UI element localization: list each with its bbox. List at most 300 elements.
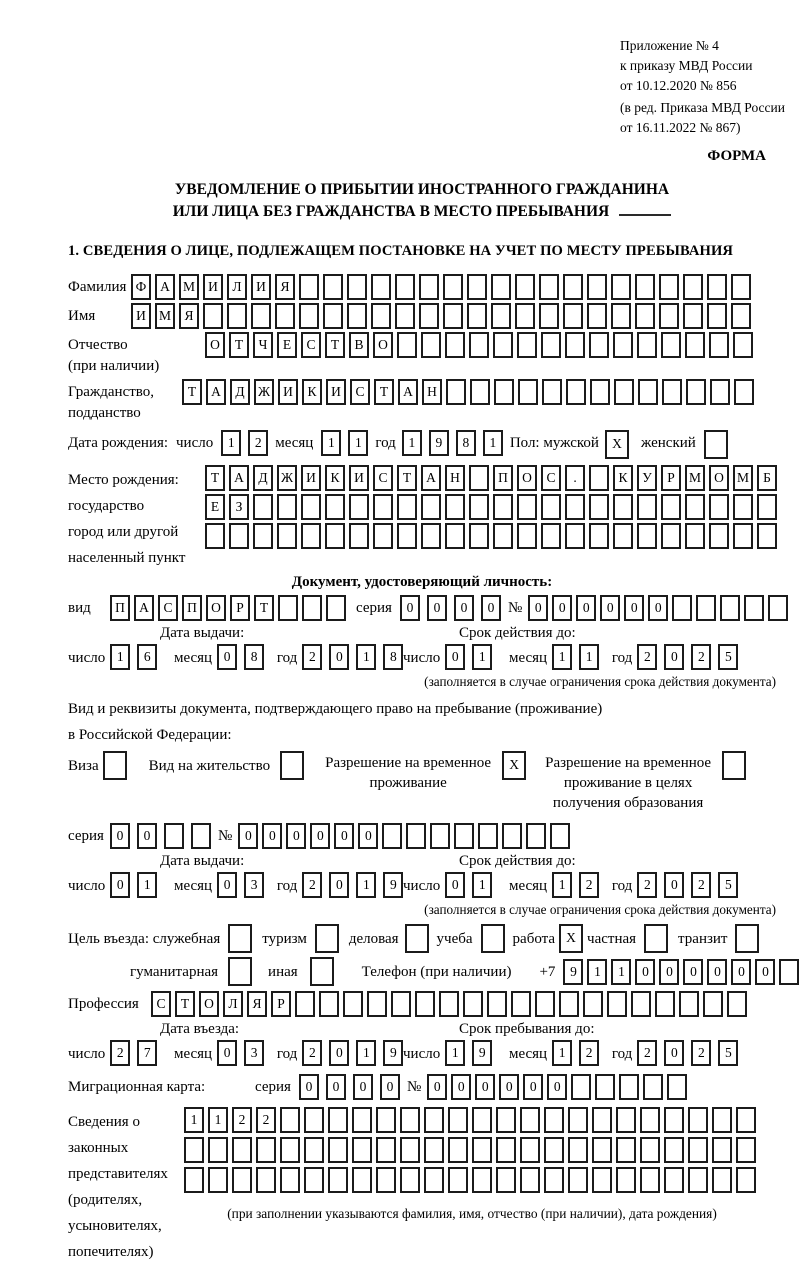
char-cell[interactable] [419, 274, 439, 300]
char-cell[interactable]: Я [275, 274, 295, 300]
char-cell[interactable]: 0 [451, 1074, 471, 1100]
char-cell[interactable]: Ч [253, 332, 273, 358]
char-cell[interactable]: А [206, 379, 226, 405]
char-cell[interactable] [205, 523, 225, 549]
char-cell[interactable]: 0 [358, 823, 378, 849]
char-cell[interactable]: М [733, 465, 753, 491]
char-cell[interactable] [424, 1137, 444, 1163]
char-cell[interactable] [448, 1137, 468, 1163]
char-cell[interactable]: 0 [624, 595, 644, 621]
char-cell[interactable] [421, 523, 441, 549]
char-cell[interactable] [478, 823, 498, 849]
char-cell[interactable]: О [373, 332, 393, 358]
char-cell[interactable]: 9 [429, 430, 449, 456]
char-cell[interactable] [448, 1107, 468, 1133]
char-cell[interactable] [376, 1167, 396, 1193]
residence-permit-checkbox[interactable] [280, 751, 304, 780]
char-cell[interactable] [491, 303, 511, 329]
char-cell[interactable]: И [203, 274, 223, 300]
purpose-business-checkbox-cell[interactable] [405, 924, 429, 953]
purpose-official-checkbox-cell[interactable] [228, 924, 252, 953]
char-cell[interactable] [472, 1167, 492, 1193]
char-cell[interactable]: 1 [356, 644, 376, 670]
char-cell[interactable] [328, 1107, 348, 1133]
char-cell[interactable]: 1 [321, 430, 341, 456]
char-cell[interactable]: 8 [456, 430, 476, 456]
char-cell[interactable] [679, 991, 699, 1017]
char-cell[interactable]: 0 [310, 823, 330, 849]
char-cell[interactable]: 1 [356, 872, 376, 898]
char-cell[interactable] [376, 1137, 396, 1163]
char-cell[interactable] [301, 523, 321, 549]
char-cell[interactable]: Т [229, 332, 249, 358]
char-cell[interactable]: 0 [110, 872, 130, 898]
purpose-official-checkbox[interactable] [228, 924, 252, 955]
char-cell[interactable] [744, 595, 764, 621]
purpose-work-checkbox[interactable] [559, 924, 583, 955]
char-cell[interactable]: 1 [611, 959, 631, 985]
char-cell[interactable]: 0 [299, 1074, 319, 1100]
char-cell[interactable] [328, 1167, 348, 1193]
char-cell[interactable] [550, 823, 570, 849]
char-cell[interactable] [542, 379, 562, 405]
char-cell[interactable]: 0 [664, 1040, 684, 1066]
char-cell[interactable]: Ж [254, 379, 274, 405]
char-cell[interactable] [208, 1167, 228, 1193]
char-cell[interactable] [517, 494, 537, 520]
char-cell[interactable]: К [613, 465, 633, 491]
char-cell[interactable]: 0 [648, 595, 668, 621]
char-cell[interactable]: Р [271, 991, 291, 1017]
char-cell[interactable] [559, 991, 579, 1017]
char-cell[interactable] [467, 303, 487, 329]
char-cell[interactable] [544, 1107, 564, 1133]
purpose-private-checkbox[interactable] [644, 924, 668, 955]
char-cell[interactable] [325, 523, 345, 549]
char-cell[interactable] [277, 494, 297, 520]
char-cell[interactable]: 2 [691, 644, 711, 670]
char-cell[interactable] [352, 1137, 372, 1163]
char-cell[interactable] [376, 1107, 396, 1133]
char-cell[interactable]: 0 [659, 959, 679, 985]
char-cell[interactable]: 0 [238, 823, 258, 849]
char-cell[interactable]: 1 [472, 644, 492, 670]
char-cell[interactable] [347, 303, 367, 329]
char-cell[interactable]: И [349, 465, 369, 491]
char-cell[interactable] [683, 303, 703, 329]
char-cell[interactable]: 0 [427, 1074, 447, 1100]
visa-checkbox-cell[interactable] [103, 751, 127, 780]
purpose-humanitarian-checkbox-cell[interactable] [228, 957, 252, 986]
char-cell[interactable]: 0 [552, 595, 572, 621]
char-cell[interactable] [496, 1137, 516, 1163]
char-cell[interactable]: А [229, 465, 249, 491]
char-cell[interactable]: 1 [552, 872, 572, 898]
char-cell[interactable]: Т [254, 595, 274, 621]
char-cell[interactable]: 0 [683, 959, 703, 985]
char-cell[interactable]: 9 [472, 1040, 492, 1066]
char-cell[interactable]: Л [223, 991, 243, 1017]
char-cell[interactable] [526, 823, 546, 849]
char-cell[interactable]: 1 [208, 1107, 228, 1133]
char-cell[interactable] [710, 379, 730, 405]
char-cell[interactable] [184, 1167, 204, 1193]
char-cell[interactable] [736, 1167, 756, 1193]
char-cell[interactable] [208, 1137, 228, 1163]
char-cell[interactable]: 0 [286, 823, 306, 849]
char-cell[interactable]: П [493, 465, 513, 491]
char-cell[interactable]: И [301, 465, 321, 491]
char-cell[interactable] [494, 379, 514, 405]
char-cell[interactable]: Р [230, 595, 250, 621]
char-cell[interactable] [757, 523, 777, 549]
char-cell[interactable] [638, 379, 658, 405]
char-cell[interactable] [323, 274, 343, 300]
char-cell[interactable] [191, 823, 211, 849]
char-cell[interactable]: 1 [137, 872, 157, 898]
char-cell[interactable]: 0 [664, 644, 684, 670]
char-cell[interactable]: 0 [329, 644, 349, 670]
char-cell[interactable] [659, 303, 679, 329]
char-cell[interactable] [685, 523, 705, 549]
char-cell[interactable] [672, 595, 692, 621]
char-cell[interactable] [301, 494, 321, 520]
char-cell[interactable] [424, 1107, 444, 1133]
char-cell[interactable]: Р [661, 465, 681, 491]
char-cell[interactable]: А [155, 274, 175, 300]
char-cell[interactable]: 0 [576, 595, 596, 621]
char-cell[interactable] [469, 465, 489, 491]
char-cell[interactable]: В [349, 332, 369, 358]
char-cell[interactable]: Т [175, 991, 195, 1017]
purpose-transit-checkbox-cell[interactable] [735, 924, 759, 953]
char-cell[interactable]: 0 [635, 959, 655, 985]
char-cell[interactable] [256, 1137, 276, 1163]
char-cell[interactable]: 0 [217, 1040, 237, 1066]
char-cell[interactable] [517, 523, 537, 549]
char-cell[interactable] [397, 494, 417, 520]
purpose-tourism-checkbox-cell[interactable] [315, 924, 339, 953]
char-cell[interactable] [302, 595, 322, 621]
char-cell[interactable] [445, 494, 465, 520]
char-cell[interactable]: А [421, 465, 441, 491]
char-cell[interactable]: Д [253, 465, 273, 491]
char-cell[interactable] [395, 303, 415, 329]
residence-permit-checkbox-cell[interactable] [280, 751, 304, 780]
char-cell[interactable] [352, 1167, 372, 1193]
char-cell[interactable]: 0 [499, 1074, 519, 1100]
char-cell[interactable]: С [350, 379, 370, 405]
char-cell[interactable] [589, 494, 609, 520]
char-cell[interactable]: 0 [137, 823, 157, 849]
char-cell[interactable] [541, 494, 561, 520]
char-cell[interactable] [616, 1167, 636, 1193]
char-cell[interactable] [733, 332, 753, 358]
char-cell[interactable] [637, 332, 657, 358]
char-cell[interactable]: 0 [664, 872, 684, 898]
char-cell[interactable] [349, 494, 369, 520]
char-cell[interactable] [709, 332, 729, 358]
char-cell[interactable]: Е [205, 494, 225, 520]
char-cell[interactable]: 2 [302, 644, 322, 670]
char-cell[interactable] [491, 274, 511, 300]
char-cell[interactable] [448, 1167, 468, 1193]
char-cell[interactable]: 1 [552, 644, 572, 670]
char-cell[interactable] [568, 1167, 588, 1193]
char-cell[interactable]: 1 [221, 430, 241, 456]
char-cell[interactable] [731, 274, 751, 300]
char-cell[interactable]: 1 [356, 1040, 376, 1066]
char-cell[interactable] [683, 274, 703, 300]
char-cell[interactable] [299, 303, 319, 329]
char-cell[interactable] [667, 1074, 687, 1100]
char-cell[interactable] [592, 1167, 612, 1193]
char-cell[interactable] [611, 303, 631, 329]
char-cell[interactable]: Б [757, 465, 777, 491]
char-cell[interactable] [707, 274, 727, 300]
char-cell[interactable] [229, 523, 249, 549]
char-cell[interactable]: Т [182, 379, 202, 405]
char-cell[interactable] [566, 379, 586, 405]
char-cell[interactable]: 1 [445, 1040, 465, 1066]
char-cell[interactable]: О [709, 465, 729, 491]
char-cell[interactable] [443, 274, 463, 300]
char-cell[interactable] [469, 494, 489, 520]
char-cell[interactable] [613, 523, 633, 549]
temp-residence-edu-checkbox[interactable] [722, 751, 746, 780]
char-cell[interactable] [406, 823, 426, 849]
char-cell[interactable] [613, 332, 633, 358]
char-cell[interactable] [661, 494, 681, 520]
char-cell[interactable] [493, 494, 513, 520]
char-cell[interactable]: О [199, 991, 219, 1017]
char-cell[interactable] [568, 1107, 588, 1133]
purpose-other-checkbox-cell[interactable] [310, 957, 334, 986]
char-cell[interactable] [352, 1107, 372, 1133]
char-cell[interactable]: 0 [353, 1074, 373, 1100]
char-cell[interactable] [472, 1107, 492, 1133]
char-cell[interactable] [430, 823, 450, 849]
char-cell[interactable] [535, 991, 555, 1017]
char-cell[interactable] [295, 991, 315, 1017]
char-cell[interactable]: 1 [587, 959, 607, 985]
char-cell[interactable] [328, 1137, 348, 1163]
char-cell[interactable]: М [685, 465, 705, 491]
char-cell[interactable]: 2 [302, 872, 322, 898]
char-cell[interactable] [280, 1167, 300, 1193]
char-cell[interactable]: И [278, 379, 298, 405]
sex-female-checkbox[interactable] [704, 430, 728, 459]
char-cell[interactable]: 1 [472, 872, 492, 898]
char-cell[interactable]: 2 [302, 1040, 322, 1066]
char-cell[interactable] [323, 303, 343, 329]
char-cell[interactable] [727, 991, 747, 1017]
purpose-study-checkbox[interactable] [481, 924, 505, 955]
char-cell[interactable] [614, 379, 634, 405]
char-cell[interactable] [685, 494, 705, 520]
purpose-business-checkbox[interactable] [405, 924, 429, 955]
char-cell[interactable]: К [302, 379, 322, 405]
char-cell[interactable] [469, 332, 489, 358]
char-cell[interactable]: 0 [427, 595, 447, 621]
char-cell[interactable] [439, 991, 459, 1017]
char-cell[interactable]: 0 [528, 595, 548, 621]
char-cell[interactable] [587, 303, 607, 329]
char-cell[interactable] [563, 303, 583, 329]
char-cell[interactable] [419, 303, 439, 329]
char-cell[interactable]: П [110, 595, 130, 621]
char-cell[interactable] [587, 274, 607, 300]
char-cell[interactable]: 0 [481, 595, 501, 621]
char-cell[interactable]: 9 [383, 1040, 403, 1066]
char-cell[interactable]: 0 [329, 872, 349, 898]
char-cell[interactable]: 2 [637, 1040, 657, 1066]
char-cell[interactable] [664, 1107, 684, 1133]
char-cell[interactable] [565, 332, 585, 358]
char-cell[interactable]: 0 [326, 1074, 346, 1100]
char-cell[interactable] [659, 274, 679, 300]
purpose-tourism-checkbox[interactable] [315, 924, 339, 955]
char-cell[interactable] [424, 1167, 444, 1193]
char-cell[interactable]: 5 [718, 1040, 738, 1066]
char-cell[interactable] [583, 991, 603, 1017]
char-cell[interactable] [640, 1167, 660, 1193]
char-cell[interactable] [520, 1137, 540, 1163]
char-cell[interactable] [304, 1137, 324, 1163]
char-cell[interactable] [487, 991, 507, 1017]
char-cell[interactable]: 2 [232, 1107, 252, 1133]
char-cell[interactable]: 2 [637, 644, 657, 670]
char-cell[interactable] [637, 494, 657, 520]
char-cell[interactable] [733, 523, 753, 549]
char-cell[interactable] [496, 1167, 516, 1193]
char-cell[interactable] [326, 595, 346, 621]
char-cell[interactable] [712, 1167, 732, 1193]
char-cell[interactable] [502, 823, 522, 849]
char-cell[interactable]: 2 [110, 1040, 130, 1066]
char-cell[interactable] [227, 303, 247, 329]
char-cell[interactable]: Т [374, 379, 394, 405]
char-cell[interactable] [734, 379, 754, 405]
purpose-study-checkbox-cell[interactable] [481, 924, 505, 953]
char-cell[interactable] [349, 523, 369, 549]
purpose-other-checkbox[interactable] [310, 957, 334, 988]
char-cell[interactable]: 1 [184, 1107, 204, 1133]
char-cell[interactable]: 1 [552, 1040, 572, 1066]
char-cell[interactable]: 0 [755, 959, 775, 985]
char-cell[interactable] [619, 1074, 639, 1100]
char-cell[interactable] [733, 494, 753, 520]
char-cell[interactable]: 2 [256, 1107, 276, 1133]
char-cell[interactable] [256, 1167, 276, 1193]
char-cell[interactable] [664, 1167, 684, 1193]
char-cell[interactable]: С [301, 332, 321, 358]
char-cell[interactable] [544, 1167, 564, 1193]
char-cell[interactable]: 2 [579, 1040, 599, 1066]
char-cell[interactable]: 1 [483, 430, 503, 456]
char-cell[interactable] [421, 494, 441, 520]
char-cell[interactable] [443, 303, 463, 329]
char-cell[interactable]: 0 [547, 1074, 567, 1100]
char-cell[interactable] [493, 332, 513, 358]
char-cell[interactable]: Т [205, 465, 225, 491]
char-cell[interactable] [720, 595, 740, 621]
char-cell[interactable]: 2 [691, 872, 711, 898]
char-cell[interactable] [592, 1137, 612, 1163]
char-cell[interactable] [253, 494, 273, 520]
char-cell[interactable] [640, 1137, 660, 1163]
char-cell[interactable] [467, 274, 487, 300]
char-cell[interactable]: О [205, 332, 225, 358]
char-cell[interactable] [343, 991, 363, 1017]
char-cell[interactable] [643, 1074, 663, 1100]
char-cell[interactable] [515, 274, 535, 300]
char-cell[interactable] [278, 595, 298, 621]
char-cell[interactable] [367, 991, 387, 1017]
char-cell[interactable]: М [179, 274, 199, 300]
char-cell[interactable] [280, 1137, 300, 1163]
char-cell[interactable]: 0 [217, 872, 237, 898]
char-cell[interactable] [688, 1167, 708, 1193]
char-cell[interactable] [397, 332, 417, 358]
char-cell[interactable]: Е [277, 332, 297, 358]
char-cell[interactable]: И [131, 303, 151, 329]
char-cell[interactable] [304, 1167, 324, 1193]
char-cell[interactable] [688, 1107, 708, 1133]
char-cell[interactable] [400, 1137, 420, 1163]
char-cell[interactable] [184, 1137, 204, 1163]
char-cell[interactable] [382, 823, 402, 849]
sex-female-checkbox-cell[interactable] [704, 430, 728, 459]
char-cell[interactable] [661, 332, 681, 358]
char-cell[interactable]: 0 [400, 595, 420, 621]
char-cell[interactable]: 1 [402, 430, 422, 456]
char-cell[interactable] [275, 303, 295, 329]
char-cell[interactable]: 0 [380, 1074, 400, 1100]
char-cell[interactable] [696, 595, 716, 621]
char-cell[interactable] [565, 523, 585, 549]
char-cell[interactable] [655, 991, 675, 1017]
char-cell[interactable] [421, 332, 441, 358]
char-cell[interactable] [637, 523, 657, 549]
char-cell[interactable] [400, 1107, 420, 1133]
char-cell[interactable]: И [251, 274, 271, 300]
char-cell[interactable]: И [326, 379, 346, 405]
char-cell[interactable]: 0 [110, 823, 130, 849]
char-cell[interactable] [253, 523, 273, 549]
char-cell[interactable]: К [325, 465, 345, 491]
char-cell[interactable] [757, 494, 777, 520]
char-cell[interactable] [662, 379, 682, 405]
char-cell[interactable]: А [134, 595, 154, 621]
char-cell[interactable]: Н [422, 379, 442, 405]
char-cell[interactable] [164, 823, 184, 849]
char-cell[interactable] [712, 1137, 732, 1163]
char-cell[interactable] [304, 1107, 324, 1133]
char-cell[interactable]: 9 [383, 872, 403, 898]
sex-male-checkbox[interactable] [605, 430, 629, 459]
char-cell[interactable] [613, 494, 633, 520]
char-cell[interactable] [517, 332, 537, 358]
char-cell[interactable]: 3 [244, 872, 264, 898]
char-cell[interactable] [371, 274, 391, 300]
sex-male-checkbox-cell[interactable]: X [605, 430, 629, 459]
char-cell[interactable] [731, 303, 751, 329]
char-cell[interactable] [319, 991, 339, 1017]
char-cell[interactable]: 3 [244, 1040, 264, 1066]
char-cell[interactable] [493, 523, 513, 549]
char-cell[interactable] [616, 1137, 636, 1163]
